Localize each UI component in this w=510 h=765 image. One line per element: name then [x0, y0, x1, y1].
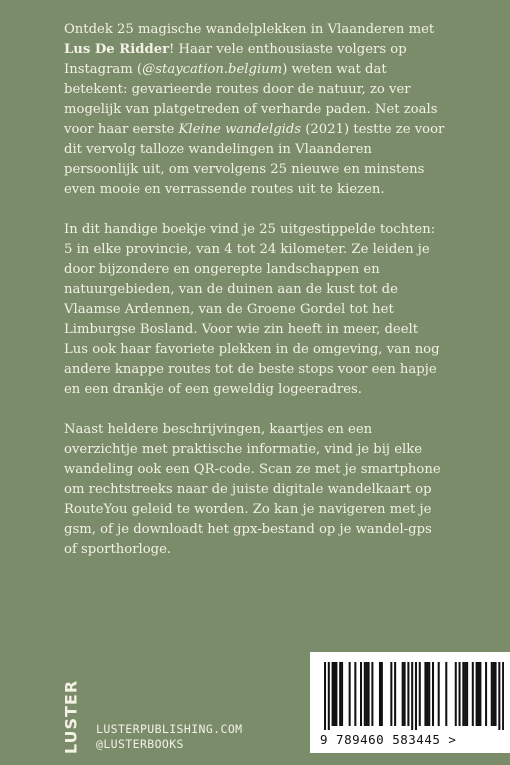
- barcode-bar: [428, 662, 430, 726]
- barcode-bar: [404, 662, 406, 726]
- barcode-bar: [379, 662, 381, 726]
- isbn-barcode: [310, 652, 510, 753]
- barcode-bar: [332, 662, 334, 726]
- barcode-bar: [466, 662, 468, 726]
- barcode-bars: [324, 662, 504, 730]
- barcode-bar: [485, 662, 487, 726]
- publisher-logo-text: LUSTER: [61, 679, 81, 755]
- barcode-bar: [411, 662, 413, 730]
- isbn-number: 9 789460 583445 >: [320, 732, 457, 747]
- barcode-bar: [366, 662, 368, 726]
- text-run: ) weten wat dat betekent: gevarieerde routes door de natuur, zo ver mogelijk van platgetreden of verharde paden. Net zoals voor haar eerste: [64, 62, 438, 137]
- barcode-bar: [445, 662, 447, 726]
- barcode-bar: [462, 662, 464, 726]
- barcode-bar: [419, 662, 421, 726]
- barcode-bar: [333, 662, 335, 726]
- barcode-bar: [360, 662, 362, 726]
- barcode-bar: [432, 662, 434, 726]
- italic-text: Kleine wandelgids: [178, 122, 302, 137]
- barcode-bar: [335, 662, 337, 726]
- text-run: (2021) testte ze voor dit vervolg talloze wandelingen in Vlaanderen persoonlijk uit, om vervolgens 25 nieuwe en minstens even mooie en verrassende routes uit te kiezen.: [64, 122, 445, 197]
- barcode-bar: [349, 662, 351, 726]
- barcode-bar: [324, 662, 326, 730]
- barcode-bar: [424, 662, 426, 726]
- barcode-bar: [477, 662, 479, 726]
- barcode-bar: [491, 662, 493, 726]
- barcode-bar: [415, 662, 417, 730]
- barcode-bar: [502, 662, 504, 730]
- publisher-website: LUSTERPUBLISHING.COM: [96, 722, 243, 736]
- text-run: Ontdek 25 magische wandelplekken in Vlaanderen met: [64, 22, 435, 37]
- barcode-bar: [390, 662, 392, 726]
- text-run: ! Haar vele enthousiaste volgers op Instagram (: [64, 42, 407, 77]
- barcode-bar: [438, 662, 440, 726]
- paragraph-routes: [64, 220, 446, 400]
- barcode-bar: [368, 662, 370, 726]
- barcode-bar: [493, 662, 495, 726]
- barcode-bar: [394, 662, 396, 726]
- barcode-bar: [426, 662, 428, 726]
- text-run: In dit handige boekje vind je 25 uitgestippelde tochten: 5 in elke provincie, van 4 tot 24 kilometer. Ze leiden je door bijzondere en ongerepte landschappen en natuurgebieden, van de duinen aan de kust tot de Vlaamse Ardennen, van de Groene Gordel tot het Limburgse Bosland. Voor wie zin heeft in meer, deelt Lus ook haar favoriete plekken in de omgeving, van nog andere knappe routes tot de beste stops voor een hapje en een drankje of een geweldig logeeradres.: [64, 222, 440, 397]
- barcode-bar: [402, 662, 404, 726]
- barcode-bar: [381, 662, 383, 726]
- barcode-bar: [354, 662, 356, 726]
- barcode-bar: [472, 662, 474, 726]
- publisher-logo: [60, 679, 82, 755]
- blurb-text: [64, 20, 446, 580]
- paragraph-features: [64, 420, 446, 560]
- barcode-bar: [364, 662, 366, 726]
- barcode-bar: [479, 662, 481, 726]
- barcode-bar: [371, 662, 373, 726]
- barcode-bar: [341, 662, 343, 726]
- barcode-bar: [476, 662, 478, 726]
- barcode-bar: [495, 662, 497, 726]
- barcode-bar: [455, 662, 457, 726]
- barcode-bar: [459, 662, 461, 726]
- author-name: Lus De Ridder: [64, 42, 170, 57]
- italic-text: @staycation.belgium: [142, 62, 283, 77]
- barcode-bar: [339, 662, 341, 726]
- barcode-bar: [498, 662, 500, 730]
- publisher-social: @LUSTERBOOKS: [96, 737, 184, 751]
- paragraph-intro: [64, 20, 446, 200]
- text-run: Naast heldere beschrijvingen, kaartjes en een overzichtje met praktische informatie, vind je bij elke wandeling ook een QR-code. Scan ze met je smartphone om rechtstreeks naar de juiste digitale wandelkaart op RouteYou geleid te worden. Zo kan je navigeren met je gsm, of je downloadt het gpx-bestand op je wandel-gps of sporthorloge.: [64, 422, 441, 557]
- barcode-bar: [464, 662, 466, 726]
- barcode-bar: [328, 662, 330, 730]
- barcode-bar: [407, 662, 409, 726]
- publisher-contact: [96, 722, 242, 752]
